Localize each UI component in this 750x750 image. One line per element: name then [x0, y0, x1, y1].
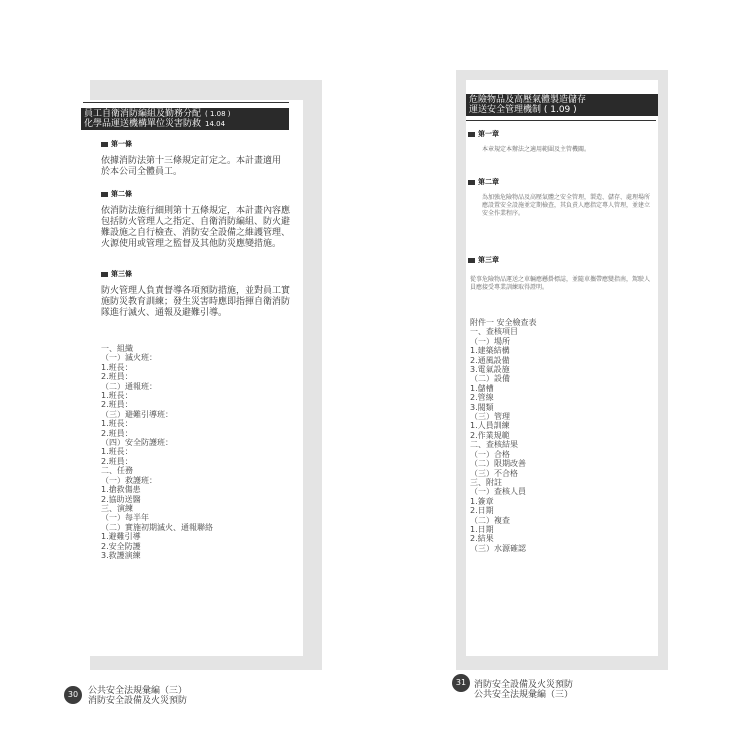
right-section-label-3: 第三章 — [468, 256, 499, 264]
list-item: 三、演練 — [101, 503, 133, 513]
left-article-text-3: 防火管理人負責督導各項預防措施，並對員工實施防災教育訓練；發生災害時應即指揮自衛消防隊進行滅火、通報及避難引導。 — [101, 286, 291, 318]
right-footer-line2: 公共安全法規彙編（三） — [474, 690, 574, 700]
list-item: 1.班長： — [101, 362, 133, 372]
list-item: 1.避難引導 — [101, 532, 141, 542]
bullet-icon — [101, 142, 108, 147]
right-title-line1: 危險物品及高壓氣體製造儲存 — [469, 95, 587, 105]
right-section-label-2: 第二章 — [468, 178, 499, 186]
left-article-label-2: 第二條 — [101, 190, 132, 198]
list-item: 3.閥類 — [470, 402, 494, 412]
right-section-text-2: 為加強危險物品及高壓氣體之安全管理，製造、儲存、處理場所應設置安全設施並定期檢查，其負責人應指定專人管理，並建立安全作業程序。 — [482, 194, 651, 217]
list-item: 2.通風設備 — [470, 355, 510, 365]
left-page-number: 30 — [64, 686, 82, 704]
list-item: （三）不合格 — [470, 468, 518, 478]
right-section-text-3: 從事危險物品運送之車輛應懸掛標誌，並隨車攜帶應變指南，駕駛人員應接受專業訓練取得證明。 — [470, 276, 651, 291]
right-list — [470, 318, 560, 553]
list-item: 1.班長： — [101, 419, 133, 429]
bullet-icon — [468, 258, 475, 263]
left-article-text-1: 依據消防法第十三條規定訂定之。本計畫適用於本公司全體員工。 — [101, 156, 282, 177]
list-item: 2.管線 — [470, 393, 494, 403]
right-title-bar — [466, 94, 658, 116]
bullet-icon — [468, 180, 475, 185]
list-item: 2.班員： — [101, 456, 133, 466]
right-section-label-1: 第一章 — [468, 130, 499, 138]
list-item: 2.結果 — [470, 534, 494, 544]
list-item: 一、查核項目 — [470, 327, 518, 337]
left-title-line1: 員工自衛消防編組及勤務分配 — [84, 109, 202, 119]
bullet-icon — [468, 132, 475, 137]
list-item: （一）場所 — [470, 336, 510, 346]
list-item: （二）複查 — [470, 515, 510, 525]
right-page — [466, 80, 658, 656]
left-footer-line2: 消防安全設備及火災預防 — [88, 696, 188, 706]
list-item: （一）救護班： — [101, 475, 157, 485]
right-page-number: 31 — [452, 674, 470, 692]
list-item: 2.日期 — [470, 506, 494, 516]
left-page — [81, 100, 303, 656]
list-item: 二、任務 — [101, 466, 133, 476]
left-footer — [88, 686, 187, 706]
list-item: 1.搶救傷患 — [101, 485, 141, 495]
left-title-line2: 化學品運送機構單位災害防救 — [84, 119, 202, 129]
list-item: 3.電氣設施 — [470, 365, 510, 375]
list-item: 2.安全防護 — [101, 541, 141, 551]
list-item: 1.簽章 — [470, 496, 494, 506]
list-item: （二）實施初期滅火、通報聯絡 — [101, 522, 213, 532]
left-footer-line1: 公共安全法規彙編（三） — [88, 686, 188, 696]
list-item: （三）避難引導班： — [101, 409, 173, 419]
list-item: 2.協助送醫 — [101, 494, 141, 504]
list-item: 1.班長： — [101, 391, 133, 401]
list-item: 1.人員訓練 — [470, 421, 510, 431]
list-item: （一）查核人員 — [470, 487, 526, 497]
list-item: 3.救護演練 — [101, 550, 141, 560]
list-item: （三）水源確認 — [470, 543, 526, 553]
left-title-tag1: ( 1.08 ) — [205, 110, 231, 118]
list-item: （二）設備 — [470, 374, 510, 384]
list-item: 一、組織 — [101, 344, 133, 353]
list-item: 附件一 安全檢查表 — [470, 318, 537, 327]
list-item: （二）通報班： — [101, 381, 157, 391]
left-title-rule — [83, 102, 289, 103]
left-article-label-1: 第一條 — [101, 140, 132, 148]
left-list — [101, 344, 213, 560]
left-article-label-3: 第三條 — [101, 270, 132, 278]
list-item: 2.班員： — [101, 372, 133, 382]
list-item: 二、查核結果 — [470, 440, 518, 450]
right-footer-line1: 消防安全設備及火災預防 — [474, 680, 574, 690]
right-title-line2: 運送安全管理機制 ( 1.09 ) — [469, 105, 577, 115]
list-item: 2.班員： — [101, 428, 133, 438]
list-item: 1.儲槽 — [470, 383, 494, 393]
list-item: 2.作業規範 — [470, 430, 510, 440]
right-section-text-1: 本章規定本辦法之適用範圍及主管機關。 — [482, 146, 591, 153]
bullet-icon — [101, 272, 108, 277]
bullet-icon — [101, 192, 108, 197]
right-title-rule — [466, 120, 656, 121]
list-item: 1.班長： — [101, 447, 133, 457]
left-title-tag2: 14.04 — [205, 120, 226, 128]
right-footer — [474, 680, 573, 700]
left-title-bar — [81, 108, 289, 130]
list-item: 2.班員： — [101, 400, 133, 410]
list-item: （二）限期改善 — [470, 459, 526, 469]
list-item: 1.建築結構 — [470, 346, 510, 356]
list-item: （一）合格 — [470, 449, 510, 459]
left-article-text-2: 依消防法施行細則第十五條規定，本計畫內容應包括防火管理人之指定、自衛消防編組、防火避難設施之自行檢查、消防安全設備之維護管理、火源使用或管理之監督及其他防災應變措施。 — [101, 206, 291, 249]
list-item: 三、附註 — [470, 477, 502, 487]
list-item: 1.日期 — [470, 524, 494, 534]
list-item: （四）安全防護班： — [101, 438, 173, 448]
list-item: （一）滅火班： — [101, 353, 157, 363]
list-item: （一）每半年 — [101, 513, 149, 523]
list-item: （三）管理 — [470, 412, 510, 422]
